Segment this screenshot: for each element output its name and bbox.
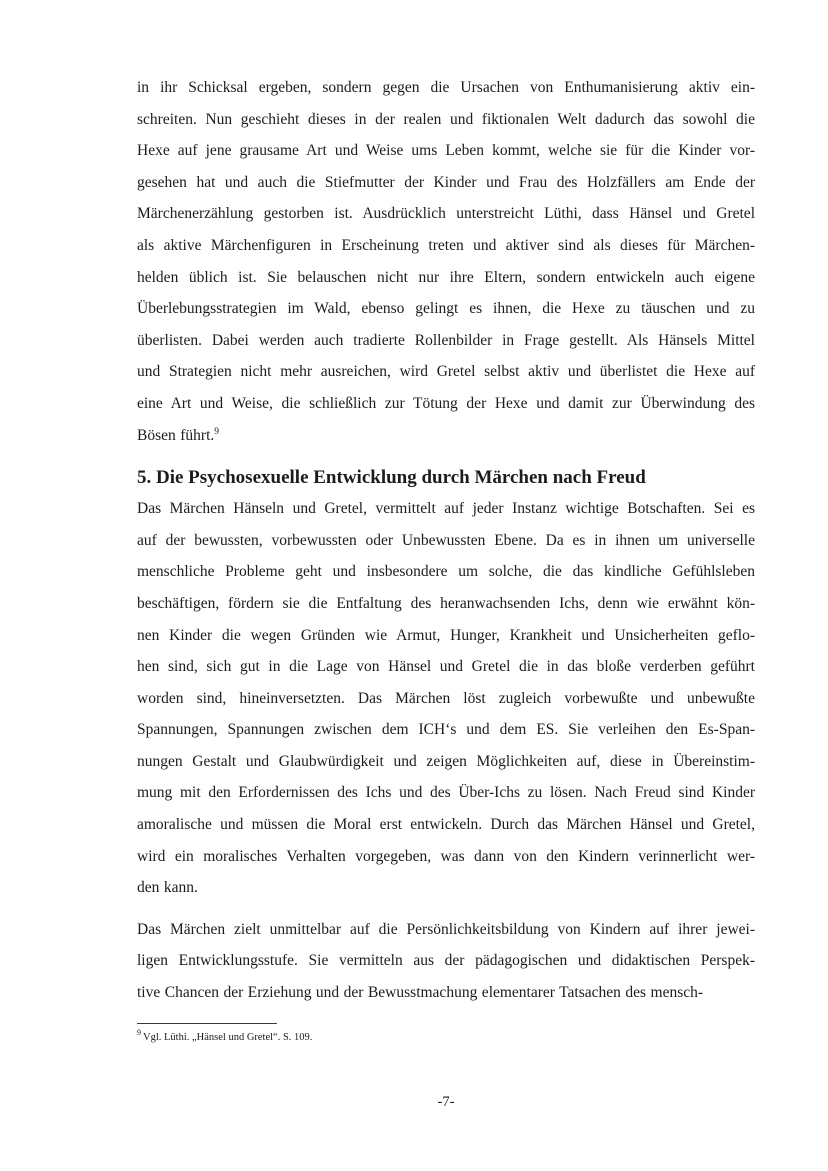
- text-line: in ihr Schicksal ergeben, sondern gegen die Ursachen von Enthumanisierung aktiv ein-: [137, 79, 755, 96]
- text-line: gesehen hat und auch die Stiefmutter der Kinder und Frau des Holzfällers am Ende der: [137, 173, 755, 191]
- text-line: worden sind, hineinversetzten. Das Märchen löst zugleich vorbewußte und unbewußte: [137, 689, 755, 707]
- text-line: Bösen führt.$^9$: [137, 426, 219, 444]
- paragraph-1: [137, 72, 755, 451]
- footnote-separator: [137, 1023, 277, 1024]
- text-line: Märchenerzählung gestorben ist. Ausdrücklich unterstreicht Lüthi, dass Hänsel und Gretel: [137, 205, 755, 223]
- section-heading: 5. Die Psychosexuelle Entwicklung durch Märchen nach Freud: [137, 467, 646, 489]
- paragraph-3: [137, 914, 755, 1009]
- text-line: amoralische und müssen die Moral erst entwickeln. Durch das Märchen Hänsel und Gretel,: [137, 816, 755, 834]
- text-line: überlisten. Dabei werden auch tradierte Rollenbilder in Frage gestellt. Als Hänsels Mittel: [137, 331, 755, 349]
- text-line: ligen Entwicklungsstufe. Sie vermitteln aus der pädagogischen und didaktischen Perspek-: [137, 952, 755, 970]
- footnote-marker: 9: [137, 1028, 141, 1038]
- text-line: mung mit den Erfordernissen des Ichs und des Über-Ichs zu lösen. Nach Freud sind Kinder: [137, 784, 755, 802]
- text-line: menschliche Probleme geht und insbesondere um solche, die das kindliche Gefühlsleben: [137, 563, 755, 581]
- text-line: als aktive Märchenfiguren in Erscheinung treten und aktiver sind als dieses für Märchen-: [137, 236, 755, 254]
- text-line: Spannungen, Spannungen zwischen dem ICH‘s und dem ES. Sie verleihen den Es-Span-: [137, 721, 755, 739]
- text-line: nen Kinder die wegen Gründen wie Armut, Hunger, Krankheit und Unsicherheiten geflo-: [137, 626, 755, 644]
- text-line: auf der bewussten, vorbewussten oder Unbewussten Ebene. Da es in ihnen um universelle: [137, 531, 755, 549]
- text-line: Überlebungsstrategien im Wald, ebenso gelingt es ihnen, die Hexe zu täuschen und zu: [137, 300, 755, 318]
- text-line: hen sind, sich gut in die Lage von Hänsel und Gretel die in das bloße verderben geführt: [137, 658, 755, 676]
- page-number: -7-: [437, 1094, 455, 1110]
- text-line: nungen Gestalt und Glaubwürdigkeit und zeigen Möglichkeiten auf, diese in Übereinstim-: [137, 752, 755, 770]
- footnote-reference: 9: [214, 426, 219, 437]
- text-line: beschäftigen, fördern sie die Entfaltung des heranwachsenden Ichs, denn wie erwähnt kön-: [137, 594, 755, 612]
- paragraph-2: [137, 493, 755, 904]
- text-line: Das Märchen Hänseln und Gretel, vermittelt auf jeder Instanz wichtige Botschaften. Sei es: [137, 500, 755, 518]
- text-block: [137, 72, 755, 1045]
- text-line: tive Chancen der Erziehung und der Bewusstmachung elementarer Tatsachen des mensch-: [137, 984, 704, 1002]
- text-line: Das Märchen zielt unmittelbar auf die Persönlichkeitsbildung von Kindern auf ihrer jewei-: [137, 920, 755, 938]
- text-line: und Strategien nicht mehr ausreichen, wird Gretel selbst aktiv und überlistet die Hexe auf: [137, 363, 755, 381]
- text-line: Hexe auf jene grausame Art und Weise ums Leben kommt, welche sie für die Kinder vor-: [137, 142, 755, 160]
- text-line: schreiten. Nun geschieht dieses in der realen und fiktionalen Welt dadurch das sowohl die: [137, 110, 755, 128]
- text-line: helden üblich ist. Sie belauschen nicht nur ihre Eltern, sondern entwickeln auch eigene: [137, 268, 755, 286]
- text-line: wird ein moralisches Verhalten vorgegeben, was dann von den Kindern verinnerlicht wer-: [137, 847, 755, 865]
- text-line: den kann.: [137, 879, 198, 897]
- footnote: [137, 1028, 755, 1045]
- footnote-text: Vgl. Lüthi. „Hänsel und Gretel“. S. 109.: [143, 1031, 313, 1043]
- text-line: eine Art und Weise, die schließlich zur Tötung der Hexe und damit zur Überwindung des: [137, 394, 755, 412]
